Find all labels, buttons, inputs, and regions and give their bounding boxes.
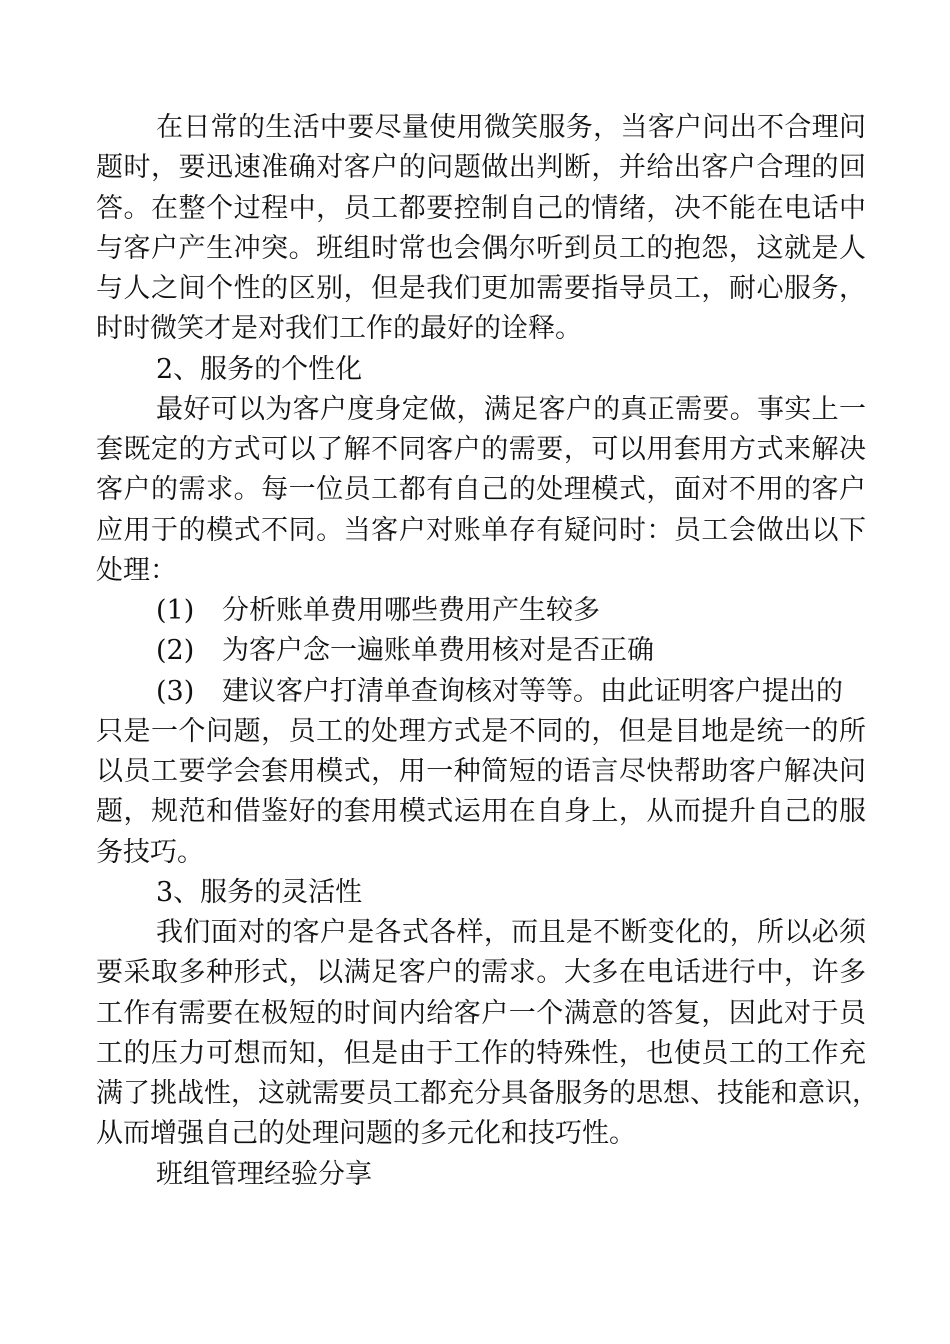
text-line: 在日常的生活中要尽量使用微笑服务，当客户问出不合理问 (156, 112, 866, 143)
section-heading-team-management: 班组管理经验分享 (156, 1158, 372, 1190)
text-line: 以员工要学会套用模式，用一种简短的语言尽快帮助客户解决问 (96, 756, 866, 787)
text-line: 答。在整个过程中，员工都要控制自己的情绪，决不能在电话中 (96, 192, 866, 224)
text-line: 从而增强自己的处理问题的多元化和技巧性。 (96, 1118, 636, 1150)
list-item-number: (1) (156, 595, 195, 626)
section-heading-flexibility: 3、服务的灵活性 (156, 876, 363, 908)
text-line: 满了挑战性，这就需要员工都充分具备服务的思想、技能和意识， (96, 1078, 879, 1109)
text-line: 工作有需要在极短的时间内给客户一个满意的答复，因此对于员 (96, 997, 866, 1029)
text-line: 工的压力可想而知，但是由于工作的特殊性，也使员工的工作充 (96, 1037, 866, 1069)
list-item-text: 分析账单费用哪些费用产生较多 (222, 595, 600, 626)
text-line: 客户的需求。每一位员工都有自己的处理模式，面对不用的客户 (96, 474, 866, 506)
text-line: 应用于的模式不同。当客户对账单存有疑问时：员工会做出以下 (96, 514, 866, 546)
paragraph-list-continuation (96, 712, 866, 873)
text-line: 与人之间个性的区别，但是我们更加需要指导员工，耐心服务， (96, 273, 866, 304)
text-line: 题，规范和借鉴好的套用模式运用在自身上，从而提升自己的服 (96, 796, 866, 828)
text-line: 与客户产生冲突。班组时常也会偶尔听到员工的抱怨，这就是人 (96, 232, 866, 264)
paragraph-personalization (96, 390, 866, 591)
text-line: 务技巧。 (96, 836, 204, 868)
list-item-text: 为客户念一遍账单费用核对是否正确 (222, 635, 654, 667)
list-item-text: 建议客户打清单查询核对等等。由此证明客户提出的 (222, 675, 843, 707)
text-line: 我们面对的客户是各式各样，而且是不断变化的，所以必须 (156, 917, 866, 948)
numbered-list (96, 591, 866, 712)
text-line: 题时，要迅速准确对客户的问题做出判断，并给出客户合理的回 (96, 152, 866, 184)
document-body (96, 108, 879, 1195)
list-item (96, 591, 866, 631)
list-item-number: (2) (156, 635, 195, 667)
list-item (96, 631, 866, 671)
paragraph-flexibility (96, 913, 879, 1155)
list-item-number: (3) (156, 675, 195, 707)
text-line: 最好可以为客户度身定做，满足客户的真正需要。事实上一 (156, 393, 866, 425)
text-line: 处理： (96, 554, 177, 586)
text-line: 套既定的方式可以了解不同客户的需要，可以用套用方式来解决 (96, 434, 866, 465)
paragraph-smile-service (96, 108, 866, 350)
list-item (96, 672, 866, 712)
section-heading-personalization: 2、服务的个性化 (156, 353, 363, 385)
text-line: 只是一个问题，员工的处理方式是不同的，但是目地是统一的所 (96, 715, 866, 747)
text-line: 要采取多种形式，以满足客户的需求。大多在电话进行中，许多 (96, 957, 866, 989)
text-line: 时时微笑才是对我们工作的最好的诠释。 (96, 313, 582, 345)
